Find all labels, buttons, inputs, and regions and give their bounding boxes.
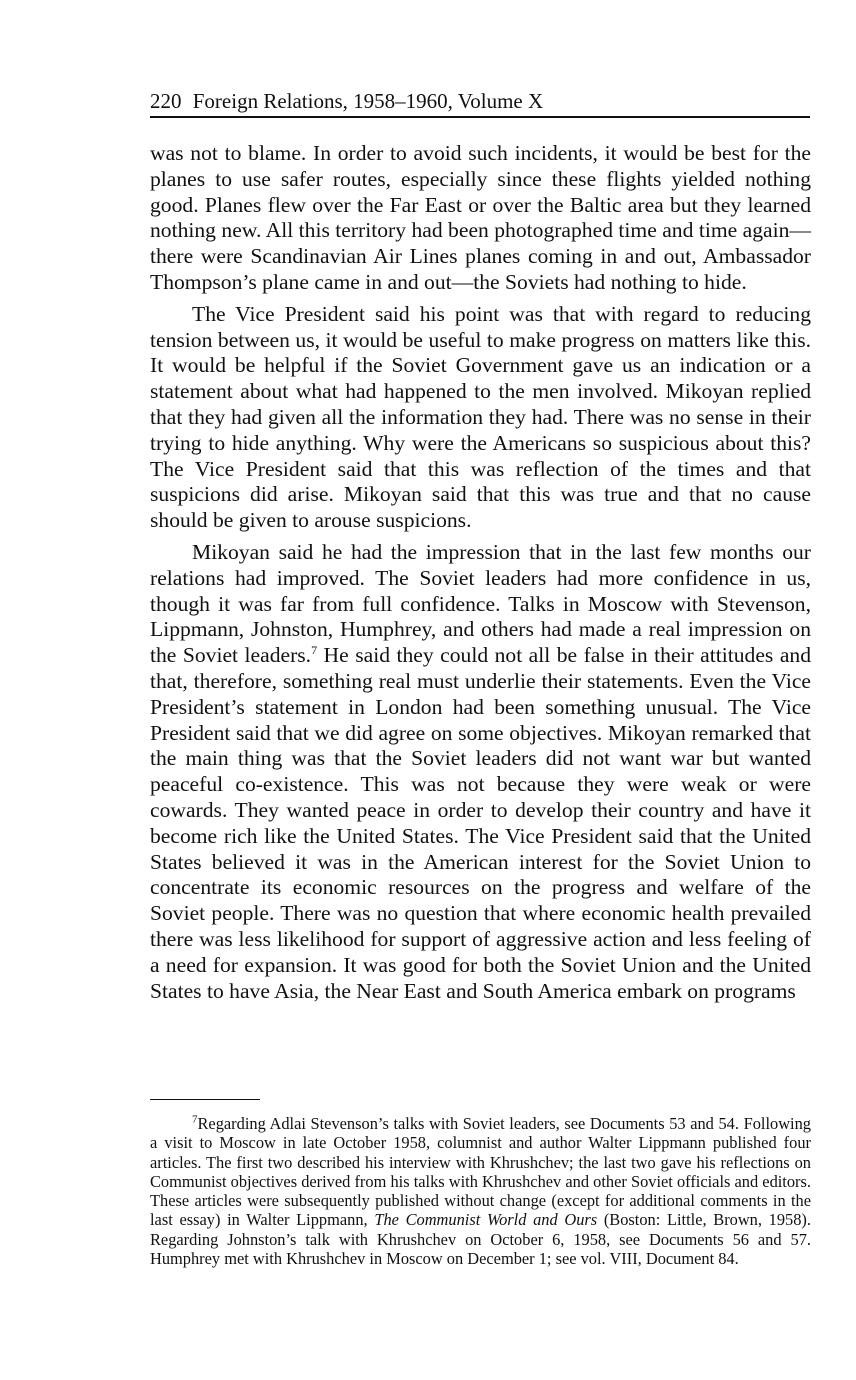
paragraph-2: The Vice President said his point was that with regard to reducing tension between us, it would be useful to make progress on matters like this. It would be helpful if the Soviet Government gave us an indication or a statement about what had happened to the men involved. Mikoyan replied that they had given all the information they had. There was no sense in their trying to hide anything. Why were the Americans so suspicious about this? The Vice President said that this was reflection of the times and that suspicions did arise. Mikoyan said that this was true and that no cause should be given to arouse suspicions.: [150, 301, 811, 533]
footnote-book-title: The Communist World and Ours: [374, 1210, 598, 1230]
footnote-text-2: (Boston: Little, Brown, 1958). Regarding Johnston’s talk with Khrushchev on October 6, 1958, see Documents 56 and 57. Humphrey met with Khrushchev in Moscow on December 1; see vol. VIII, Document 84.: [150, 1210, 811, 1269]
page-number: 220: [150, 89, 182, 113]
paragraph-3: [150, 540, 811, 1004]
footnote-7: [150, 1114, 811, 1268]
running-title: Foreign Relations, 1958–1960, Volume X: [192, 89, 544, 113]
paragraph-1: was not to blame. In order to avoid such incidents, it would be best for the planes to use safer routes, especially since these flights yielded nothing good. Planes flew over the Far East or over the Baltic area but they learned nothing new. All this territory had been photographed time and time again—there were Scandinavian Air Lines planes coming in and out, Ambassador Thompson’s plane came in and out—the Soviets had nothing to hide.: [150, 141, 811, 294]
footnote: [150, 1114, 811, 1268]
header-rule: [150, 116, 810, 118]
main-text: [150, 141, 811, 1004]
footnote-text-1: Regarding Adlai Stevenson’s talks with Soviet leaders, see Documents 53 and 54. Following a visit to Moscow in late October 1958, columnist and author Walter Lippmann published four articles. The first two described his interview with Khrushchev; the last two gave his reflections on Communist objectives derived from his talks with Khrushchev and other Soviet officials and editors. These articles were subsequently published without change (except for additional comments in the last essay) in Walter Lippmann,: [150, 1114, 811, 1230]
running-header: [150, 88, 810, 114]
footnote-marker: 7: [192, 1113, 198, 1126]
footnote-reference[interactable]: 7: [311, 642, 318, 657]
paragraph-3-part-1: Mikoyan said he had the impression that in the last few months our relations had improved. The Soviet leaders had more confidence in us, though it was far from full confidence. Talks in Moscow with Stevenson, Lippmann, Johnston, Humphrey, and others had made a real impression on the Soviet leaders.: [150, 539, 811, 668]
paragraph-3-part-2: He said they could not all be false in their attitudes and that, therefore, something real must underlie their statements. Even the Vice President’s statement in London had been something unusual. The Vice President said that we did agree on some objectives. Mikoyan remarked that the main thing was that the Soviet leaders did not want war but wanted peaceful co-existence. This was not because they were weak or were cowards. They wanted peace in order to develop their country and have it become rich like the United States. The Vice President said that the United States believed it was in the American interest for the Soviet Union to concentrate its economic resources on the progress and welfare of the Soviet people. There was no question that where economic health prevailed there was less likelihood for support of aggressive action and less feeling of a need for expansion. It was good for both the Soviet Union and the United States to have Asia, the Near East and South America embark on programs: [150, 643, 811, 1003]
footnote-rule: [150, 1099, 260, 1100]
